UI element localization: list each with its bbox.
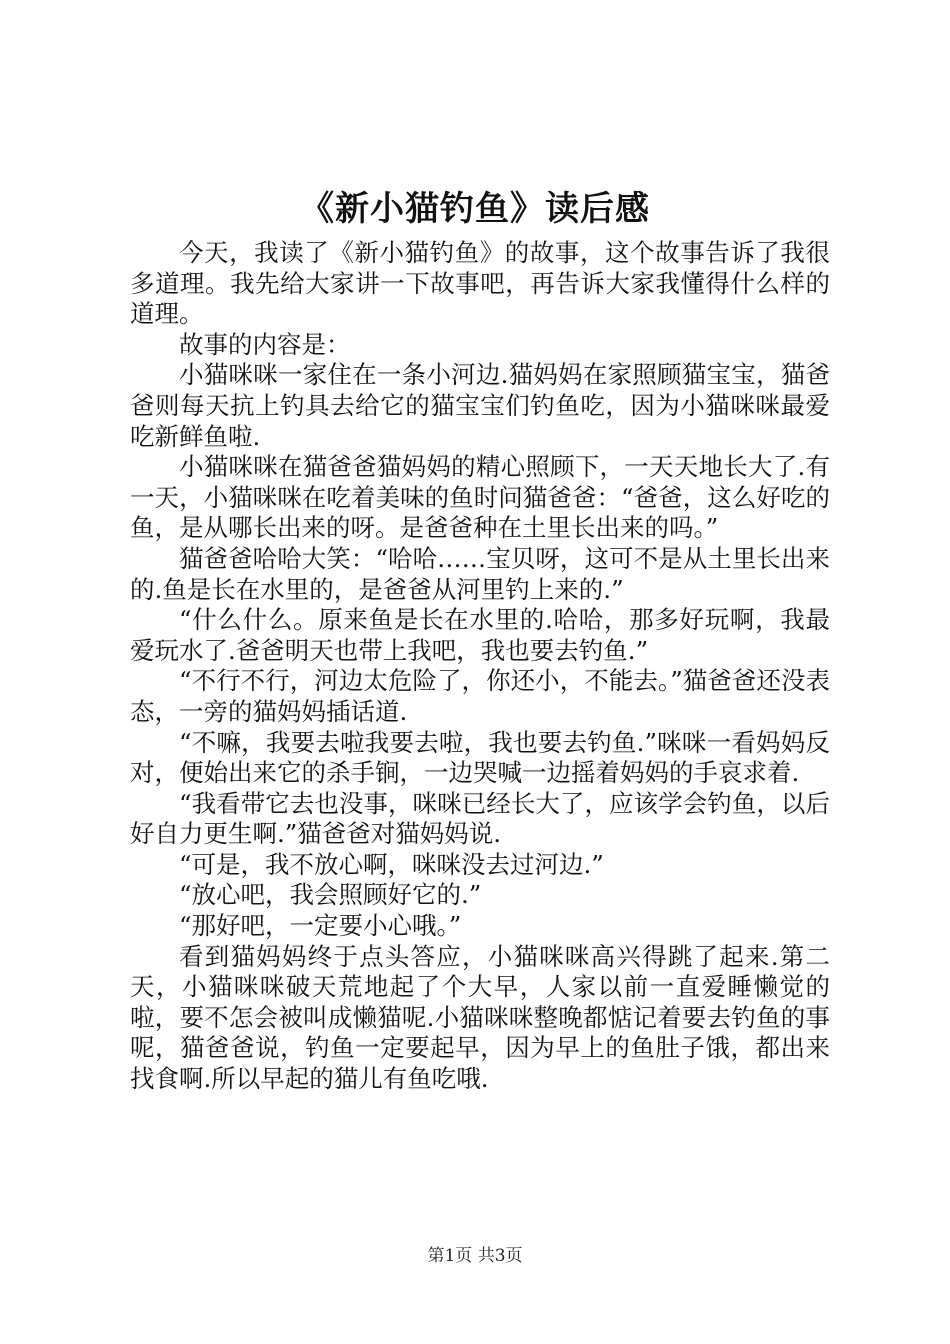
paragraph: 小猫咪咪一家住在一条小河边.猫妈妈在家照顾猫宝宝，猫爸爸则每天抗上钓具去给它的猫宝宝们钓鱼吃，因为小猫咪咪最爱吃新鲜鱼啦.: [130, 360, 830, 451]
paragraph: 今天，我读了《新小猫钓鱼》的故事，这个故事告诉了我很多道理。我先给大家讲一下故事吧，再告诉大家我懂得什么样的道理。: [130, 238, 830, 329]
paragraph: 猫爸爸哈哈大笑：“哈哈……宝贝呀，这可不是从土里长出来的.鱼是长在水里的，是爸爸从河里钓上来的.”: [130, 543, 830, 604]
paragraph: “什么什么。原来鱼是长在水里的.哈哈，那多好玩啊，我最爱玩水了.爸爸明天也带上我吧，我也要去钓鱼.”: [130, 605, 830, 665]
paragraph: “不行不行，河边太危险了，你还小，不能去。”猫爸爸还没表态，一旁的猫妈妈插话道.: [130, 666, 830, 726]
paragraph: 看到猫妈妈终于点头答应，小猫咪咪高兴得跳了起来.第二天，小猫咪咪破天荒地起了个大早，人家以前一直爱睡懒觉的啦，要不怎会被叫成懒猫呢.小猫咪咪整晚都惦记着要去钓鱼的事呢，猫爸爸说，钓鱼一定要起早，因为早上的鱼肚子饿，都出来找食啊.所以早起的猫儿有鱼吃哦.: [130, 941, 830, 1094]
document-title: 《新小猫钓鱼》读后感: [300, 189, 650, 229]
document-body: [130, 238, 830, 1095]
paragraph: 小猫咪咪在猫爸爸猫妈妈的精心照顾下，一天天地长大了.有一天，小猫咪咪在吃着美味的鱼时问猫爸爸：“爸爸，这么好吃的鱼，是从哪长出来的呀。是爸爸种在土里长出来的吗。”: [130, 452, 830, 543]
paragraph: “那好吧，一定要小心哦。”: [179, 911, 462, 941]
paragraph: “可是，我不放心啊，咪咪没去过河边.”: [179, 849, 604, 879]
paragraph: “不嘛，我要去啦我要去啦，我也要去钓鱼.”咪咪一看妈妈反对，便始出来它的杀手锏，一边哭喊一边摇着妈妈的手哀求着.: [130, 727, 830, 788]
paragraph: “放心吧，我会照顾好它的.”: [179, 880, 482, 910]
page-number-footer: 第1页 共3页: [427, 1246, 523, 1266]
paragraph: “我看带它去也没事，咪咪已经长大了，应该学会钓鱼，以后好自力更生啊.”猫爸爸对猫妈妈说.: [130, 788, 830, 849]
paragraph: 故事的内容是：: [179, 329, 351, 359]
